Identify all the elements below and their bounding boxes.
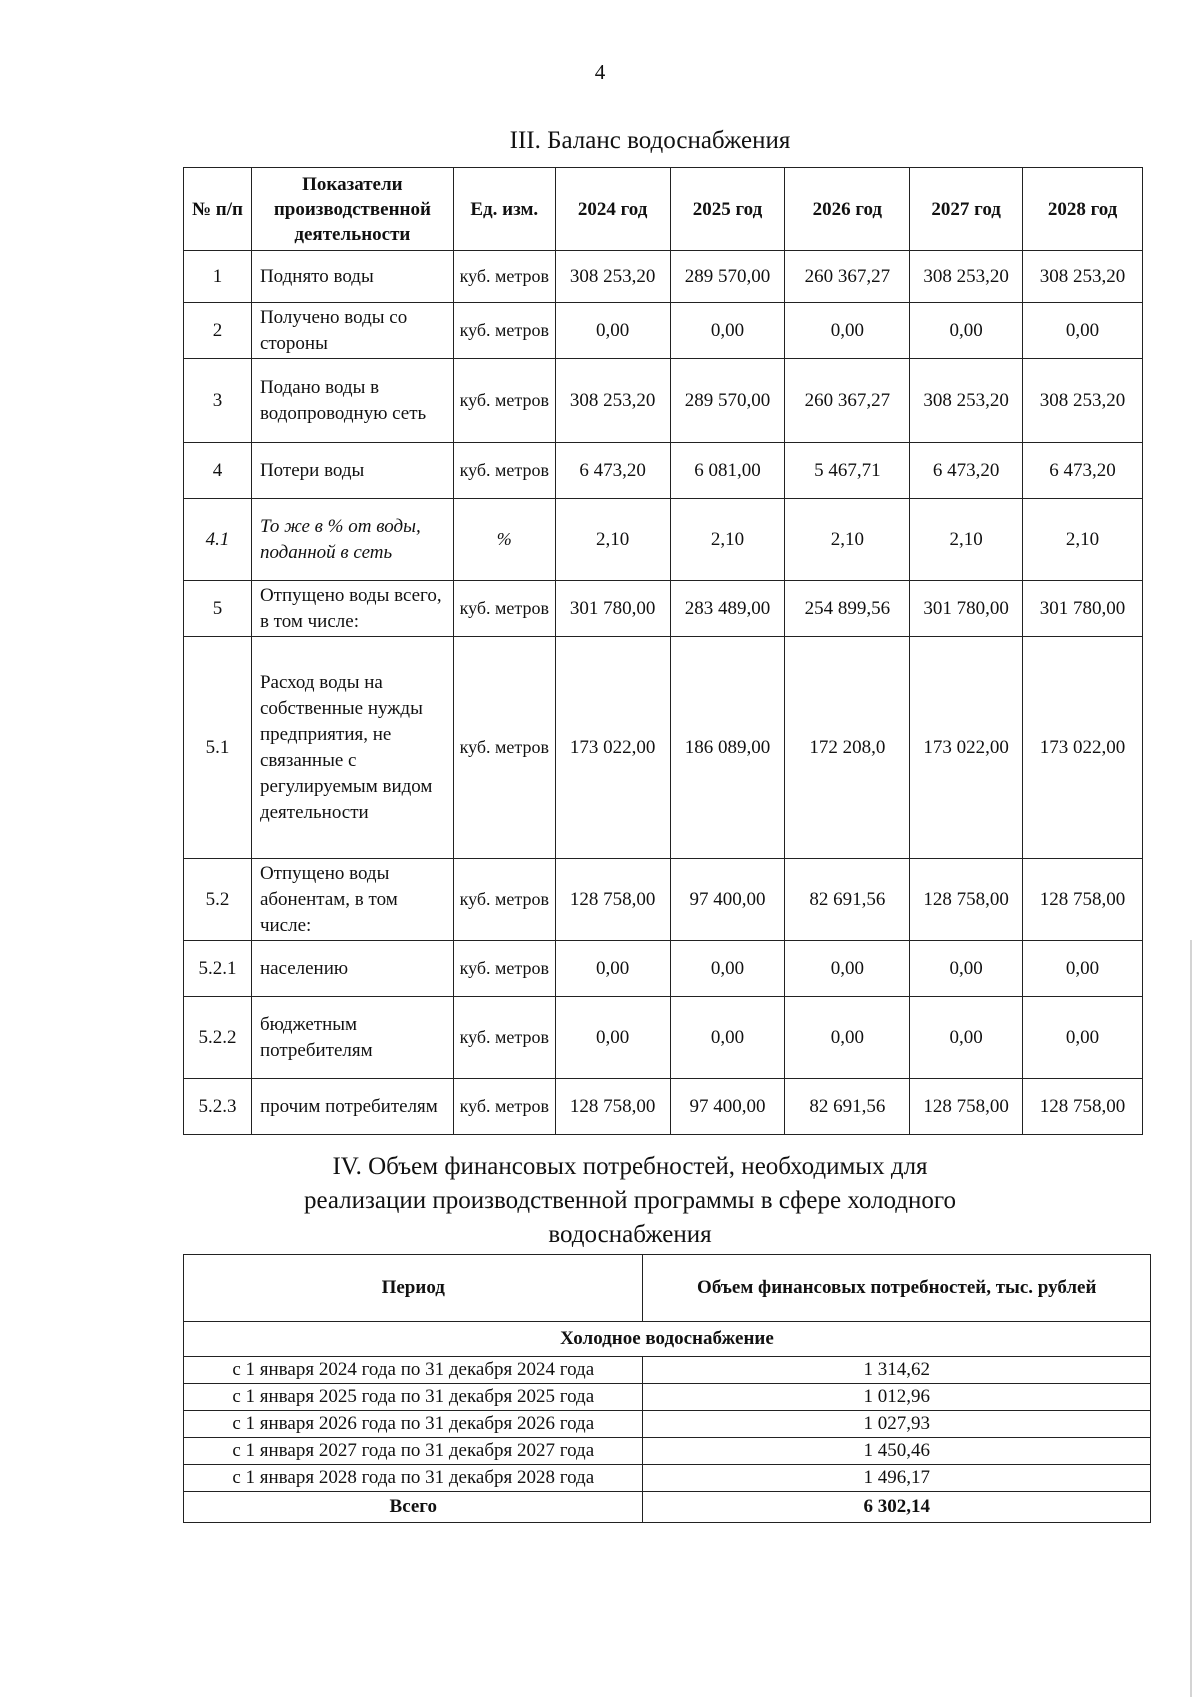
value-2026: 0,00	[785, 997, 910, 1079]
row-name: Отпущено воды всего, в том числе:	[251, 581, 453, 637]
table-row	[184, 1384, 1151, 1411]
value-2027: 301 780,00	[910, 581, 1023, 637]
row-num: 5.2.3	[184, 1079, 252, 1135]
value-2028: 128 758,00	[1023, 859, 1143, 941]
row-num: 5.2.1	[184, 941, 252, 997]
scan-edge-line	[1190, 940, 1192, 1697]
table-header-row	[184, 1255, 1151, 1322]
row-num: 5.2.2	[184, 997, 252, 1079]
header-2026: 2026 год	[785, 168, 910, 251]
row-unit: куб. метров	[453, 303, 555, 359]
table-row	[184, 303, 1143, 359]
amount-cell: 1 027,93	[643, 1411, 1151, 1438]
total-row	[184, 1492, 1151, 1523]
value-2028: 128 758,00	[1023, 1079, 1143, 1135]
period-cell: с 1 января 2026 года по 31 декабря 2026 года	[184, 1411, 643, 1438]
row-unit: %	[453, 499, 555, 581]
value-2026: 254 899,56	[785, 581, 910, 637]
row-name: То же в % от воды, поданной в сеть	[251, 499, 453, 581]
table-row	[184, 1438, 1151, 1465]
value-2028: 6 473,20	[1023, 443, 1143, 499]
row-unit: куб. метров	[453, 941, 555, 997]
value-2025: 283 489,00	[670, 581, 785, 637]
value-2028: 308 253,20	[1023, 359, 1143, 443]
value-2026: 5 467,71	[785, 443, 910, 499]
value-2024: 308 253,20	[555, 251, 670, 303]
value-2025: 0,00	[670, 997, 785, 1079]
row-unit: куб. метров	[453, 359, 555, 443]
row-num: 3	[184, 359, 252, 443]
section-4-title: IV. Объем финансовых потребностей, необходимых для реализации производственной программы в сфере холодного водоснабжения	[303, 1153, 957, 1248]
row-unit: куб. метров	[453, 637, 555, 859]
value-2028: 173 022,00	[1023, 637, 1143, 859]
table-row	[184, 581, 1143, 637]
table-row	[184, 359, 1143, 443]
value-2027: 308 253,20	[910, 359, 1023, 443]
value-2027: 128 758,00	[910, 859, 1023, 941]
row-num: 1	[184, 251, 252, 303]
row-num: 5.2	[184, 859, 252, 941]
value-2025: 0,00	[670, 303, 785, 359]
table-row	[184, 443, 1143, 499]
value-2027: 6 473,20	[910, 443, 1023, 499]
row-name: Поднято воды	[251, 251, 453, 303]
value-2026: 0,00	[785, 941, 910, 997]
amount-cell: 1 450,46	[643, 1438, 1151, 1465]
row-unit: куб. метров	[453, 997, 555, 1079]
value-2024: 173 022,00	[555, 637, 670, 859]
table-row	[184, 637, 1143, 859]
value-2025: 0,00	[670, 941, 785, 997]
row-num: 4.1	[184, 499, 252, 581]
row-num: 5.1	[184, 637, 252, 859]
value-2028: 2,10	[1023, 499, 1143, 581]
row-name: Потери воды	[251, 443, 453, 499]
value-2026: 82 691,56	[785, 1079, 910, 1135]
section-3-title: III. Баланс водоснабжения	[509, 127, 791, 154]
header-period: Период	[184, 1255, 643, 1322]
row-name: бюджетным потребителям	[251, 997, 453, 1079]
value-2028: 308 253,20	[1023, 251, 1143, 303]
header-num: № п/п	[184, 168, 252, 251]
value-2024: 0,00	[555, 941, 670, 997]
row-unit: куб. метров	[453, 581, 555, 637]
value-2027: 308 253,20	[910, 251, 1023, 303]
value-2027: 0,00	[910, 941, 1023, 997]
table-header-row	[184, 168, 1143, 251]
table-row	[184, 251, 1143, 303]
row-unit: куб. метров	[453, 251, 555, 303]
group-label: Холодное водоснабжение	[184, 1322, 1151, 1357]
header-amount: Объем финансовых потребностей, тыс. рублей	[643, 1255, 1151, 1322]
period-cell: с 1 января 2028 года по 31 декабря 2028 года	[184, 1465, 643, 1492]
table-row	[184, 1357, 1151, 1384]
value-2027: 0,00	[910, 997, 1023, 1079]
value-2026: 82 691,56	[785, 859, 910, 941]
total-amount: 6 302,14	[643, 1492, 1151, 1523]
table-row	[184, 1411, 1151, 1438]
header-indicator: Показатели производственной деятельности	[251, 168, 453, 251]
row-unit: куб. метров	[453, 443, 555, 499]
row-name: Подано воды в водопроводную сеть	[251, 359, 453, 443]
value-2027: 0,00	[910, 303, 1023, 359]
amount-cell: 1 012,96	[643, 1384, 1151, 1411]
value-2025: 289 570,00	[670, 251, 785, 303]
period-cell: с 1 января 2025 года по 31 декабря 2025 года	[184, 1384, 643, 1411]
value-2025: 186 089,00	[670, 637, 785, 859]
amount-cell: 1 496,17	[643, 1465, 1151, 1492]
row-name: Отпущено воды абонентам, в том числе:	[251, 859, 453, 941]
group-row	[184, 1322, 1151, 1357]
row-name: Получено воды со стороны	[251, 303, 453, 359]
row-num: 4	[184, 443, 252, 499]
value-2024: 128 758,00	[555, 859, 670, 941]
value-2026: 2,10	[785, 499, 910, 581]
row-name: Расход воды на собственные нужды предприятия, не связанные с регулируемым видом деятельности	[251, 637, 453, 859]
value-2025: 2,10	[670, 499, 785, 581]
value-2025: 289 570,00	[670, 359, 785, 443]
value-2025: 97 400,00	[670, 1079, 785, 1135]
value-2024: 128 758,00	[555, 1079, 670, 1135]
table-row	[184, 1465, 1151, 1492]
row-name: прочим потребителям	[251, 1079, 453, 1135]
value-2026: 260 367,27	[785, 359, 910, 443]
value-2026: 0,00	[785, 303, 910, 359]
amount-cell: 1 314,62	[643, 1357, 1151, 1384]
water-balance-table	[183, 167, 1143, 1135]
header-2025: 2025 год	[670, 168, 785, 251]
total-label: Всего	[184, 1492, 643, 1523]
value-2024: 0,00	[555, 997, 670, 1079]
page-number: 4	[594, 60, 606, 84]
financial-needs-table	[183, 1254, 1151, 1523]
value-2025: 97 400,00	[670, 859, 785, 941]
header-2028: 2028 год	[1023, 168, 1143, 251]
table-row	[184, 499, 1143, 581]
value-2025: 6 081,00	[670, 443, 785, 499]
table-row	[184, 859, 1143, 941]
value-2024: 2,10	[555, 499, 670, 581]
value-2026: 260 367,27	[785, 251, 910, 303]
row-num: 5	[184, 581, 252, 637]
value-2027: 2,10	[910, 499, 1023, 581]
value-2027: 173 022,00	[910, 637, 1023, 859]
table-row	[184, 1079, 1143, 1135]
table-row	[184, 997, 1143, 1079]
row-unit: куб. метров	[453, 1079, 555, 1135]
value-2026: 172 208,0	[785, 637, 910, 859]
value-2028: 0,00	[1023, 997, 1143, 1079]
value-2024: 301 780,00	[555, 581, 670, 637]
value-2027: 128 758,00	[910, 1079, 1023, 1135]
value-2028: 0,00	[1023, 941, 1143, 997]
row-name: населению	[251, 941, 453, 997]
header-2024: 2024 год	[555, 168, 670, 251]
table-row	[184, 941, 1143, 997]
period-cell: с 1 января 2027 года по 31 декабря 2027 года	[184, 1438, 643, 1465]
header-2027: 2027 год	[910, 168, 1023, 251]
row-unit: куб. метров	[453, 859, 555, 941]
row-num: 2	[184, 303, 252, 359]
header-unit: Ед. изм.	[453, 168, 555, 251]
value-2024: 6 473,20	[555, 443, 670, 499]
value-2028: 0,00	[1023, 303, 1143, 359]
value-2024: 308 253,20	[555, 359, 670, 443]
period-cell: с 1 января 2024 года по 31 декабря 2024 года	[184, 1357, 643, 1384]
value-2024: 0,00	[555, 303, 670, 359]
value-2028: 301 780,00	[1023, 581, 1143, 637]
